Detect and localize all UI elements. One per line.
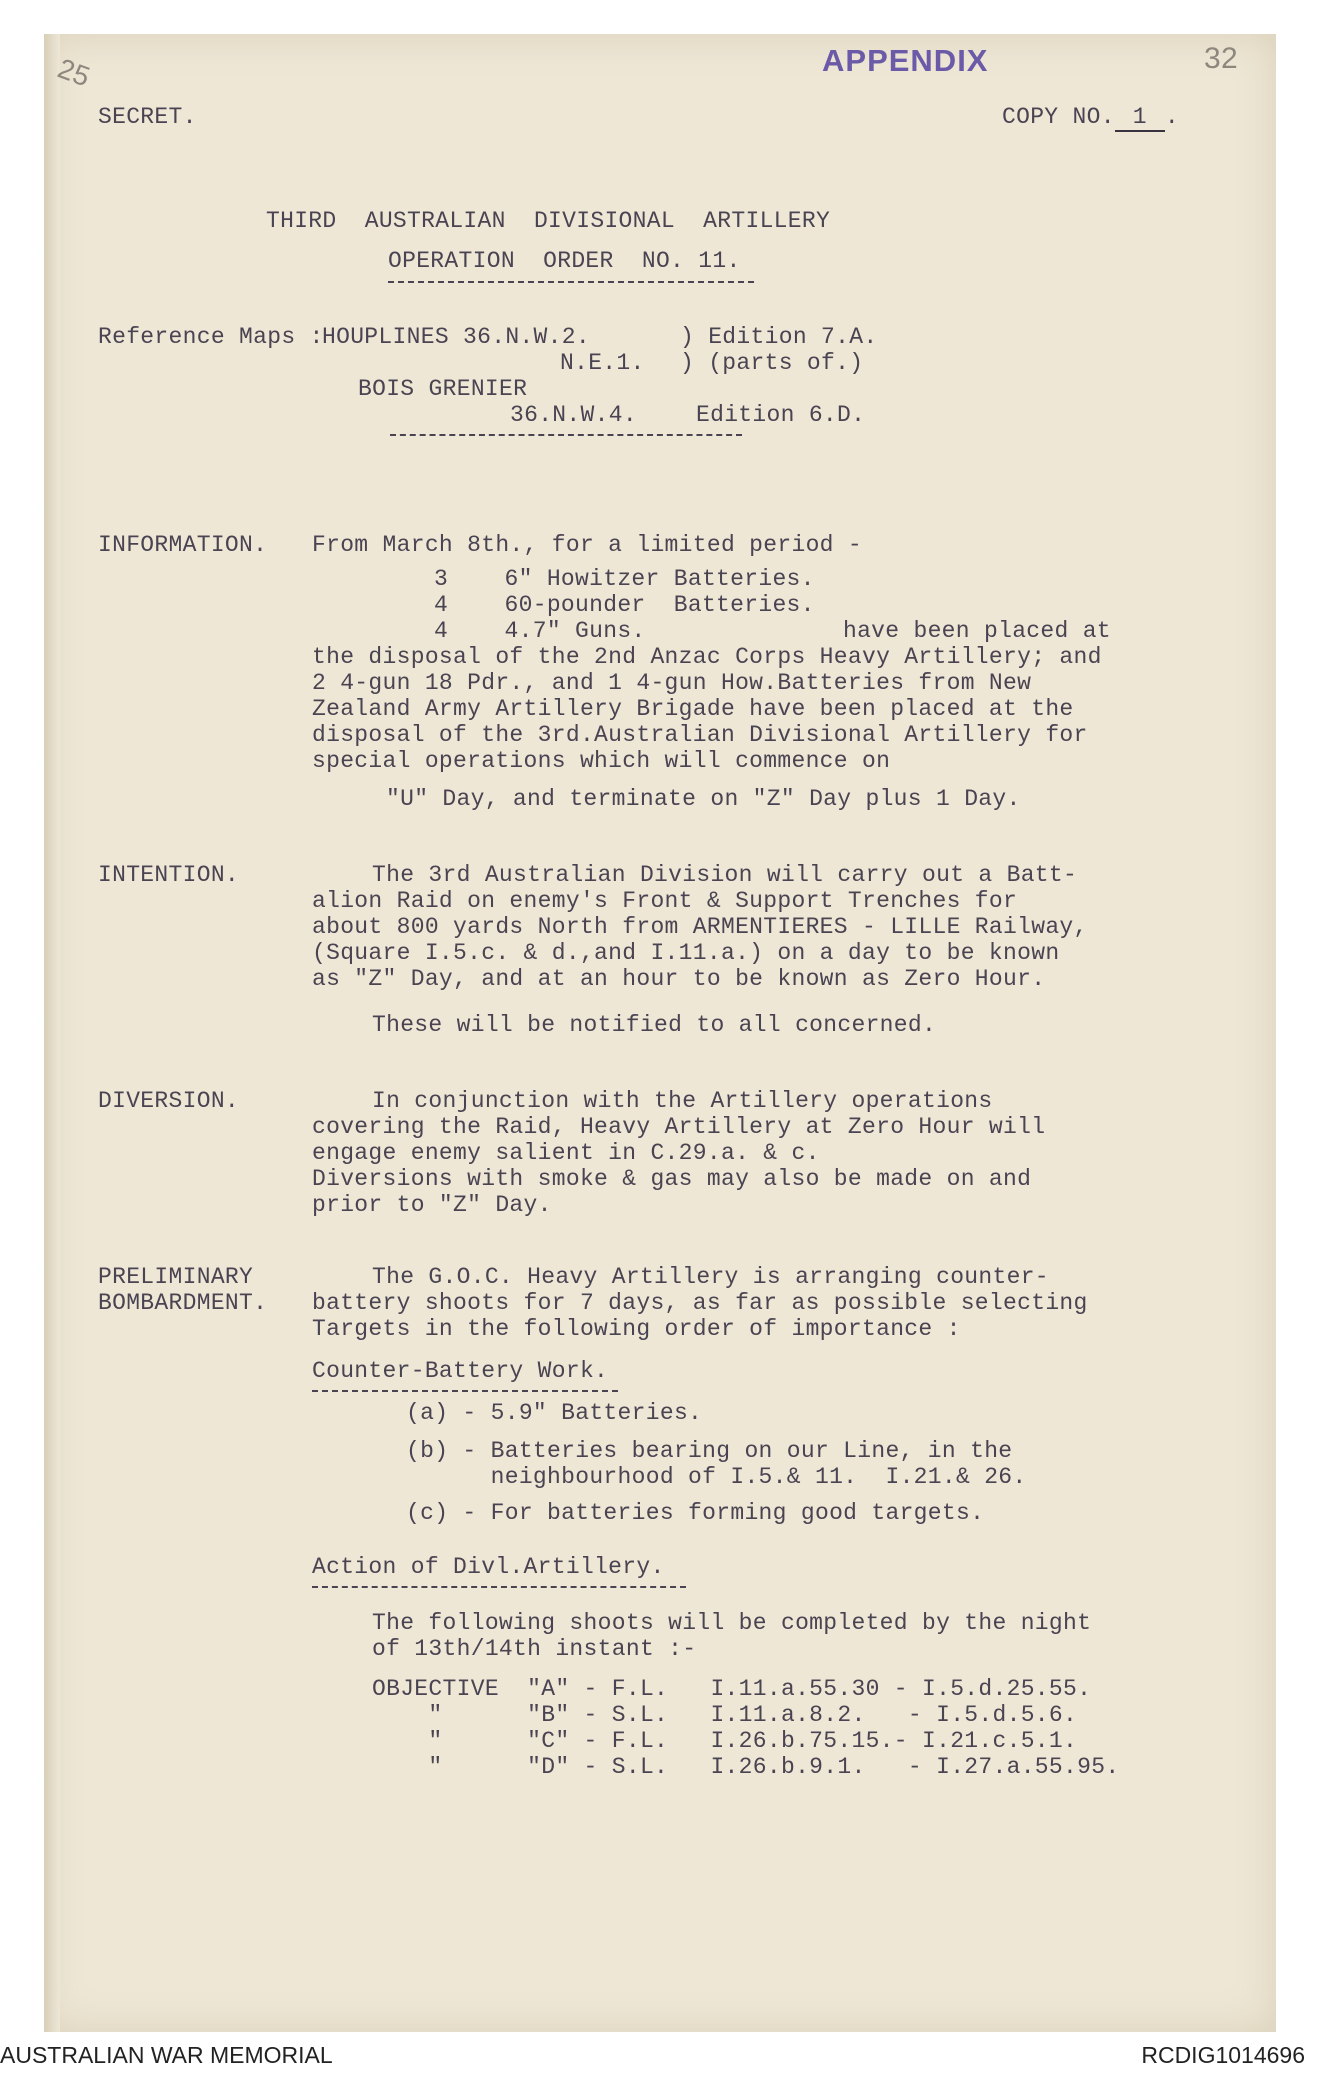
corner-number: 25 bbox=[53, 52, 95, 93]
intention-line: alion Raid on enemy's Front & Support Trenches for bbox=[312, 888, 1018, 914]
map1-name: HOUPLINES 36.N.W.2. bbox=[322, 324, 590, 350]
reference-label: Reference Maps : bbox=[98, 324, 324, 350]
counter-battery-item: (b) - Batteries bearing on our Line, in the bbox=[406, 1438, 1013, 1464]
title-line-1: THIRD AUSTRALIAN DIVISIONAL ARTILLERY bbox=[266, 208, 831, 234]
objective-row: " "C" - F.L. I.26.b.75.15.- I.21.c.5.1. bbox=[372, 1728, 1078, 1754]
map2-edition: Edition 6.D. bbox=[696, 402, 866, 428]
information-line: 4 60-pounder Batteries. bbox=[434, 592, 815, 618]
intention-label: INTENTION. bbox=[98, 862, 240, 888]
action-line: of 13th/14th instant :- bbox=[372, 1636, 697, 1662]
information-line: 3 6" Howitzer Batteries. bbox=[434, 566, 815, 592]
map1-parts: ) (parts of.) bbox=[680, 350, 864, 376]
preliminary-line: battery shoots for 7 days, as far as possible selecting bbox=[312, 1290, 1088, 1316]
diversion-line: covering the Raid, Heavy Artillery at Zero Hour will bbox=[312, 1114, 1046, 1140]
intention-line: These will be notified to all concerned. bbox=[372, 1012, 937, 1038]
information-line: the disposal of the 2nd Anzac Corps Heavy Artillery; and bbox=[312, 644, 1102, 670]
map2-sheet: 36.N.W.4. bbox=[510, 402, 637, 428]
copy-number-label: COPY NO. 1 . bbox=[1002, 104, 1179, 130]
information-line: From March 8th., for a limited period - bbox=[312, 532, 862, 558]
counter-battery-heading: Counter-Battery Work. bbox=[312, 1358, 609, 1384]
information-line: Zealand Army Artillery Brigade have been placed at the bbox=[312, 696, 1074, 722]
title-line-2: OPERATION ORDER NO. 11. bbox=[388, 248, 741, 274]
secret-label: SECRET. bbox=[98, 104, 197, 130]
information-line: disposal of the 3rd.Australian Divisional Artillery for bbox=[312, 722, 1088, 748]
bombardment-label: BOMBARDMENT. bbox=[98, 1290, 268, 1316]
title-underline bbox=[388, 281, 754, 283]
counter-battery-item: (c) - For batteries forming good targets. bbox=[406, 1500, 985, 1526]
preliminary-line: The G.O.C. Heavy Artillery is arranging counter- bbox=[372, 1264, 1049, 1290]
copy-number: 1 bbox=[1115, 104, 1165, 132]
map2-name: BOIS GRENIER bbox=[358, 376, 528, 402]
intention-line: The 3rd Australian Division will carry out a Batt- bbox=[372, 862, 1078, 888]
diversion-line: prior to "Z" Day. bbox=[312, 1192, 552, 1218]
preliminary-label: PRELIMINARY bbox=[98, 1264, 254, 1290]
footer-source: AUSTRALIAN WAR MEMORIAL bbox=[0, 2042, 333, 2068]
counter-battery-item: neighbourhood of I.5.& 11. I.21.& 26. bbox=[406, 1464, 1027, 1490]
action-line: The following shoots will be completed by the night bbox=[372, 1610, 1092, 1636]
counter-battery-underline bbox=[312, 1390, 618, 1392]
diversion-line: In conjunction with the Artillery operations bbox=[372, 1088, 993, 1114]
intention-line: (Square I.5.c. & d.,and I.11.a.) on a day to be known bbox=[312, 940, 1060, 966]
objective-row: OBJECTIVE "A" - F.L. I.11.a.55.30 - I.5.d.25.55. bbox=[372, 1676, 1092, 1702]
information-line: special operations which will commence on bbox=[312, 748, 891, 774]
diversion-line: Diversions with smoke & gas may also be made on and bbox=[312, 1166, 1032, 1192]
map1-edition: ) Edition 7.A. bbox=[680, 324, 878, 350]
objective-row: " "D" - S.L. I.26.b.9.1. - I.27.a.55.95. bbox=[372, 1754, 1120, 1780]
footer-id: RCDIG1014696 bbox=[1141, 2042, 1305, 2068]
intention-line: as "Z" Day, and at an hour to be known as Zero Hour. bbox=[312, 966, 1046, 992]
objective-row: " "B" - S.L. I.11.a.8.2. - I.5.d.5.6. bbox=[372, 1702, 1078, 1728]
preliminary-line: Targets in the following order of importance : bbox=[312, 1316, 961, 1342]
appendix-stamp: APPENDIX bbox=[822, 43, 989, 78]
diversion-line: engage enemy salient in C.29.a. & c. bbox=[312, 1140, 820, 1166]
map1-sub: N.E.1. bbox=[560, 350, 645, 376]
information-label: INFORMATION. bbox=[98, 532, 268, 558]
action-underline bbox=[312, 1586, 686, 1588]
counter-battery-item: (a) - 5.9" Batteries. bbox=[406, 1400, 703, 1426]
page-edge bbox=[44, 34, 60, 2032]
diversion-label: DIVERSION. bbox=[98, 1088, 240, 1114]
action-heading: Action of Divl.Artillery. bbox=[312, 1554, 665, 1580]
page-number: 32 bbox=[1204, 42, 1238, 75]
reference-underline bbox=[390, 434, 742, 436]
information-line: 2 4-gun 18 Pdr., and 1 4-gun How.Batteries from New bbox=[312, 670, 1032, 696]
intention-line: about 800 yards North from ARMENTIERES - LILLE Railway, bbox=[312, 914, 1088, 940]
information-line: "U" Day, and terminate on "Z" Day plus 1 Day. bbox=[386, 786, 1021, 812]
information-line: 4 4.7" Guns. have been placed at bbox=[434, 618, 1111, 644]
